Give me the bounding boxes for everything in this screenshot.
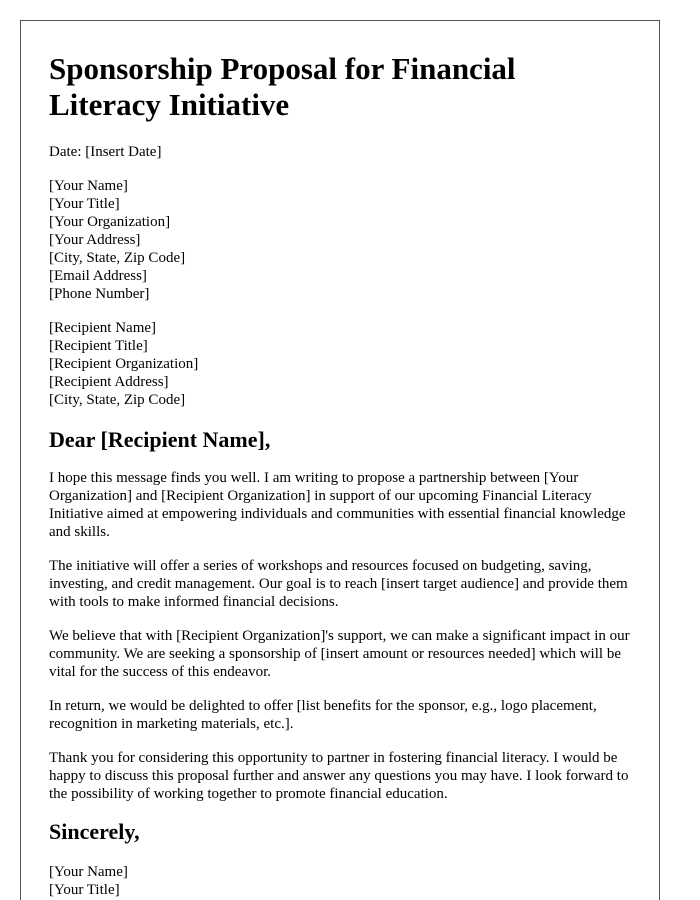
signature-name: [Your Name] <box>49 864 128 880</box>
sender-title: [Your Title] <box>49 196 120 212</box>
body-paragraph: I hope this message finds you well. I am writing to propose a partnership between [Your Organization] and [Recipient Organization] in support of our upcoming Financial Literacy Initiative aimed at empowering individuals and communities with essential financial knowledge and skills. <box>49 470 626 540</box>
body-paragraph: The initiative will offer a series of workshops and resources focused on budgeting, saving, investing, and credit management. Our goal is to reach [insert target audience] and provide them with tools to make informed financial decisions. <box>49 558 628 610</box>
letter-page <box>20 20 660 900</box>
sender-phone: [Phone Number] <box>49 286 150 302</box>
closing: Sincerely, <box>49 819 140 844</box>
sender-organization: [Your Organization] <box>49 214 171 230</box>
recipient-address-block <box>49 319 631 409</box>
recipient-title: [Recipient Title] <box>49 338 148 354</box>
sender-address-block <box>49 177 631 303</box>
sender-name: [Your Name] <box>49 178 128 194</box>
recipient-address: [Recipient Address] <box>49 374 169 390</box>
date-line: Date: [Insert Date] <box>49 144 162 160</box>
sender-city-state-zip: [City, State, Zip Code] <box>49 250 186 266</box>
sender-email: [Email Address] <box>49 268 147 284</box>
body-paragraph: In return, we would be delighted to offer [list benefits for the sponsor, e.g., logo placement, recognition in marketing materials, etc.]. <box>49 698 597 732</box>
signature-block <box>49 863 631 899</box>
recipient-organization: [Recipient Organization] <box>49 356 199 372</box>
recipient-city-state-zip: [City, State, Zip Code] <box>49 392 186 408</box>
salutation: Dear [Recipient Name], <box>49 427 271 452</box>
body-paragraph: We believe that with [Recipient Organization]'s support, we can make a significant impact in our community. We are seeking a sponsorship of [insert amount or resources needed] which will be vital for the success of this endeavor. <box>49 628 630 680</box>
letter-title: Sponsorship Proposal for Financial Literacy Initiative <box>49 51 516 122</box>
sender-address: [Your Address] <box>49 232 141 248</box>
recipient-name: [Recipient Name] <box>49 320 157 336</box>
body-paragraph: Thank you for considering this opportunity to partner in fostering financial literacy. I would be happy to discuss this proposal further and answer any questions you may have. I look forward to the possibility of working together to promote financial education. <box>49 750 629 802</box>
signature-title: [Your Title] <box>49 882 120 898</box>
